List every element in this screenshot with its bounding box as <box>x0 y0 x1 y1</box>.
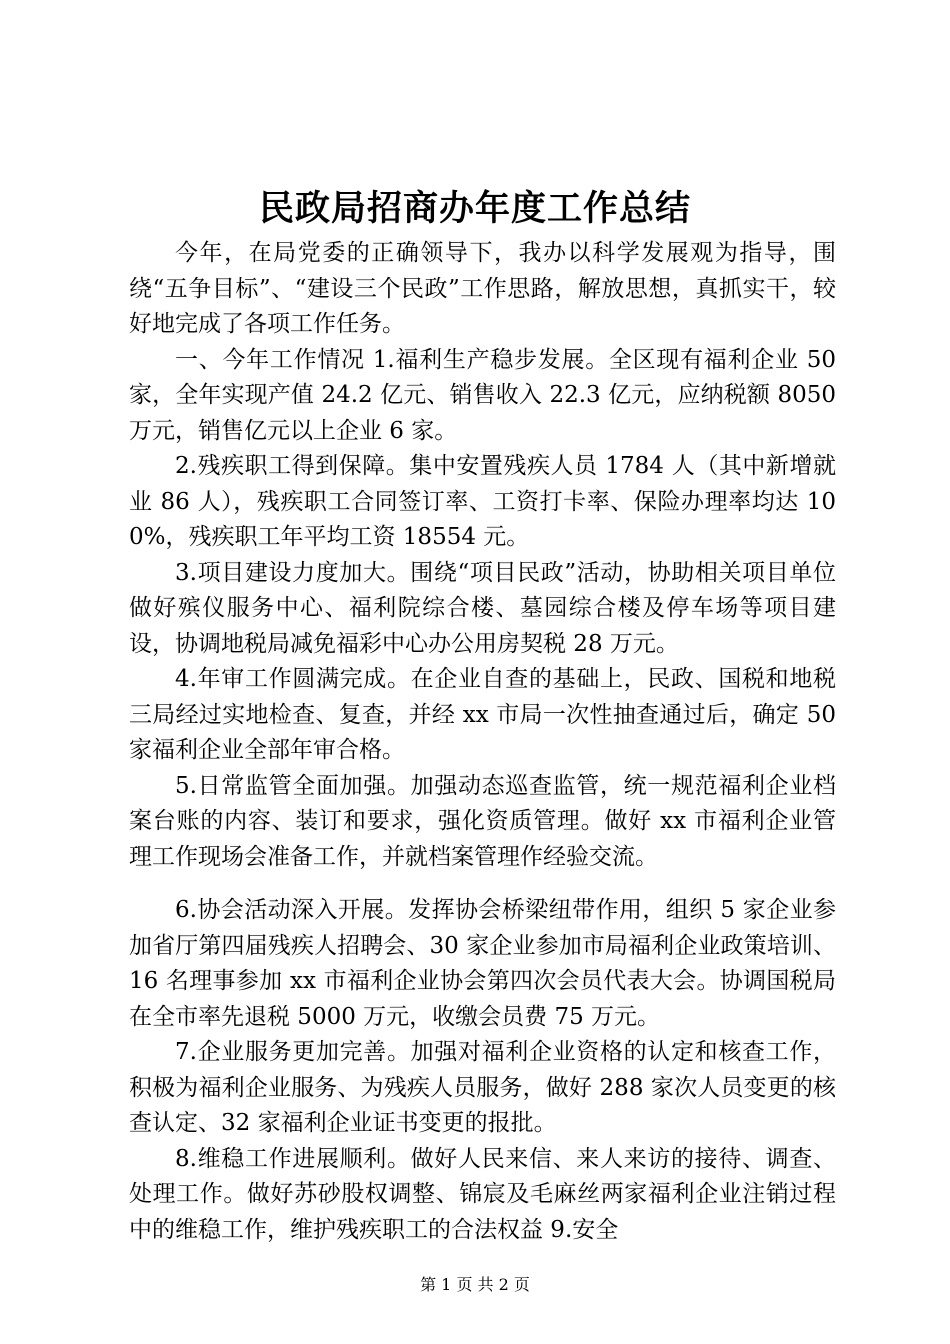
paragraph-item-2: 2.残疾职工得到保障。集中安置残疾人员 1784 人（其中新增就业 86 人），残疾职工合同签订率、工资打卡率、保险办理率均达 100%，残疾职工年平均工资 18554 元。 <box>129 453 836 550</box>
paragraph-intro: 今年，在局党委的正确领导下，我办以科学发展观为指导，围绕“五争目标”、“建设三个民政”工作思路，解放思想，真抓实干，较好地完成了各项工作任务。 <box>129 240 836 337</box>
paragraph-item-7: 7.企业服务更加完善。加强对福利企业资格的认定和核查工作，积极为福利企业服务、为残疾人员服务，做好 288 家次人员变更的核查认定、32 家福利企业证书变更的报批。 <box>129 1039 836 1136</box>
paragraph-item-3: 3.项目建设力度加大。围绕“项目民政”活动，协助相关项目单位做好殡仪服务中心、福利院综合楼、墓园综合楼及停车场等项目建设，协调地税局减免福彩中心办公用房契税 28 万元。 <box>129 559 836 657</box>
paragraph-item-4: 4.年审工作圆满完成。在企业自查的基础上，民政、国税和地税三局经过实地检查、复查，并经 xx 市局一次性抽查通过后，确定 50 家福利企业全部年审合格。 <box>129 666 836 763</box>
paragraph-item-8: 8.维稳工作进展顺利。做好人民来信、来人来访的接待、调查、处理工作。做好苏砂股权调整、锦宸及毛麻丝两家福利企业注销过程中的维稳工作，维护残疾职工的合法权益 9.安全 <box>129 1145 836 1243</box>
paragraph-item-1: 一、今年工作情况 1.福利生产稳步发展。全区现有福利企业 50 家，全年实现产值 24.2 亿元、销售收入 22.3 亿元，应纳税额 8050 万元，销售亿元以上企业 6 家。 <box>129 346 836 444</box>
paragraph-item-5: 5.日常监管全面加强。加强动态巡查监管，统一规范福利企业档案台账的内容、装订和要求，强化资质管理。做好 xx 市福利企业管理工作现场会准备工作，并就档案管理作经验交流。 <box>129 772 836 870</box>
document-body <box>129 236 836 1248</box>
page-footer: 第 1 页 共 2 页 <box>420 1275 530 1294</box>
paragraph-item-6: 6.协会活动深入开展。发挥协会桥梁纽带作用，组织 5 家企业参加省厅第四届残疾人招聘会、30 家企业参加市局福利企业政策培训、16 名理事参加 xx 市福利企业协会第四次会员代表大会。协调国税局在全市率先退税 5000 万元，收缴会员费 75 万元。 <box>129 897 836 1030</box>
document-title: 民政局招商办年度工作总结 <box>258 188 691 229</box>
